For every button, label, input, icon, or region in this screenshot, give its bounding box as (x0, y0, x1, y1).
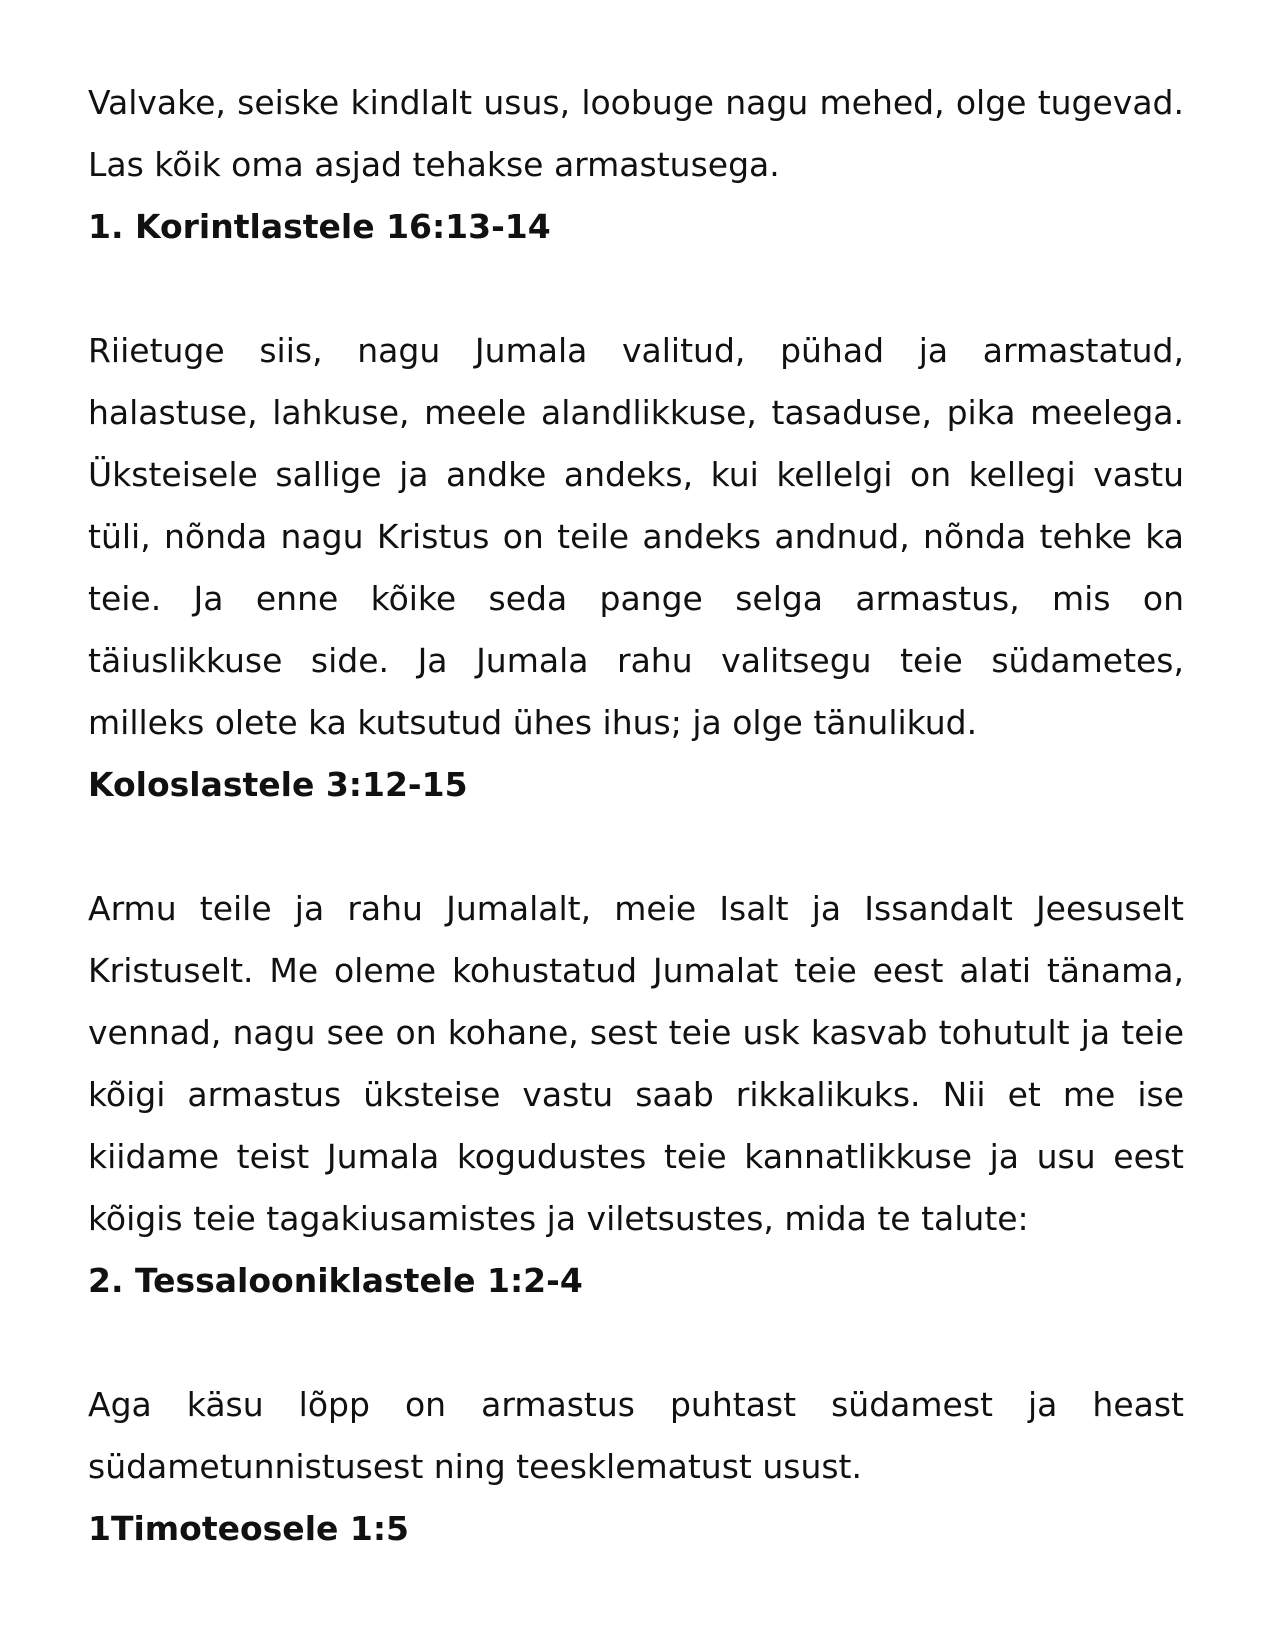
passage-reference-1: 1. Korintlastele 16:13-14 (88, 207, 551, 246)
paragraph-gap (88, 1312, 1184, 1374)
paragraph-gap (88, 816, 1184, 878)
passage-reference-2: Koloslastele 3:12-15 (88, 765, 468, 804)
document-page (88, 72, 1184, 1560)
passage-text-1: Valvake, seiske kindlalt usus, loobuge nagu mehed, olge tugevad. Las kõik oma asjad tehakse armastusega. (88, 83, 1184, 184)
passage-reference-3: 2. Tessalooniklastele 1:2-4 (88, 1261, 583, 1300)
passage-text-3: Armu teile ja rahu Jumalalt, meie Isalt ja Issandalt Jeesuselt Kristuselt. Me oleme kohustatud Jumalat teie eest alati tänama, vennad, nagu see on kohane, sest teie usk kasvab tohutult ja teie kõigi armastus üksteise vastu saab rikkalikuks. Nii et me ise kiidame teist Jumala kogudustes teie kannatlikkuse ja usu eest kõigis teie tagakiusamistes ja viletsustes, mida te talute: (88, 889, 1184, 1238)
passage-text-4: Aga käsu lõpp on armastus puhtast südamest ja heast südametunnistusest ning teesklematust usust. (88, 1385, 1184, 1486)
passage-text-2: Riietuge siis, nagu Jumala valitud, pühad ja armastatud, halastuse, lahkuse, meele alandlikkuse, tasaduse, pika meelega. Üksteisele sallige ja andke andeks, kui kellelgi on kellegi vastu tüli, nõnda nagu Kristus on teile andeks andnud, nõnda tehke ka teie. Ja enne kõike seda pange selga armastus, mis on täiuslikkuse side. Ja Jumala rahu valitsegu teie südametes, milleks olete ka kutsutud ühes ihus; ja olge tänulikud. (88, 331, 1184, 742)
paragraph-gap (88, 258, 1184, 320)
passage-reference-4: 1Timoteosele 1:5 (88, 1509, 409, 1548)
